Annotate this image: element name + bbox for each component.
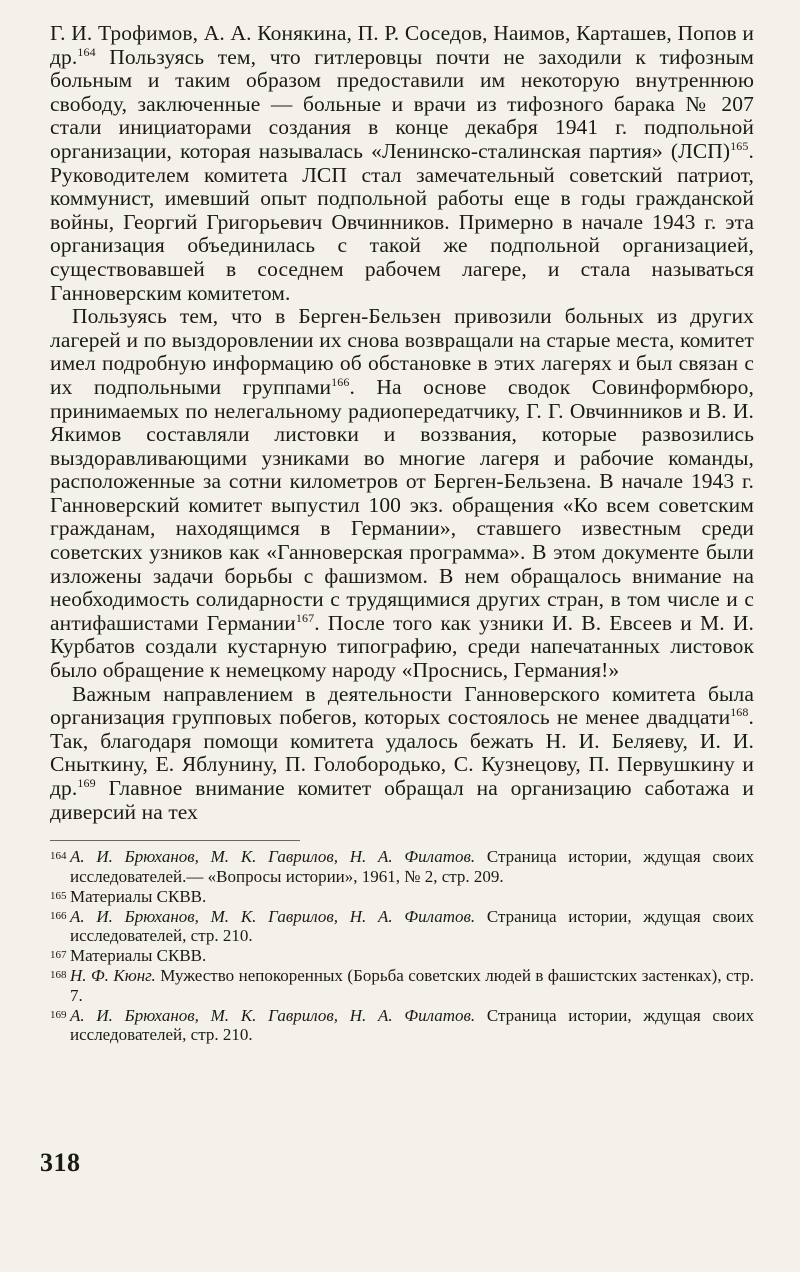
footnote-number: 167 (50, 949, 67, 962)
text-run: Пользуясь тем, что в Берген-Бельзен привозили больных из других лагерей и по выздоровлении их снова возвращали на старые места, комитет имел подробную информацию об обстановке в этих лагерях и был связан с их подпольными группами (50, 304, 754, 399)
footnote-text: Страница истории, ждущая своих исследователей, стр. 210. (70, 1005, 754, 1045)
footnote-number: 164 (50, 850, 67, 863)
text-run: Пользуясь тем, что гитлеровцы почти не заходили к тифозным больным и таким образом предоставили им некоторую внутреннюю свободу, заключенные — больные и врачи из тифозного барака № 207 стали инициаторами создания в конце декабря 1941 г. подпольной организации, которая называлась «Ленинско-сталинская партия» (ЛСП) (50, 44, 754, 163)
footnote-text: Страница истории, ждущая своих исследователей.— «Вопросы истории», 1961, № 2, стр. 209. (70, 847, 754, 886)
footnote (50, 887, 754, 907)
paragraph-2 (50, 305, 754, 683)
footnote-divider (50, 840, 300, 841)
footnote-number: 166 (50, 909, 67, 922)
footnote-authors: А. И. Брюханов, М. К. Гаврилов, Н. А. Филатов. (70, 906, 476, 926)
footnote (50, 907, 754, 947)
footnote-ref-168: 168 (730, 705, 749, 720)
footnote-text: Страница истории, ждущая своих исследователей, стр. 210. (70, 906, 754, 946)
footnote-authors: А. И. Брюханов, М. К. Гаврилов, Н. А. Филатов. (70, 847, 476, 867)
footnote-text: Мужество непокоренных (Борьба советских людей в фашистских застенках), стр. 7. (70, 965, 754, 1005)
footnote-authors: Н. Ф. Кюнг. (70, 965, 156, 985)
text-run: . После того как узники И. В. Евсеев и М. И. Курбатов создали кустарную типографию, среди напечатанных листовок было обращение к немецкому народу «Проснись, Германия!» (50, 610, 754, 683)
footnote-authors: А. И. Брюханов, М. К. Гаврилов, Н. А. Филатов. (70, 1005, 476, 1025)
paragraph-3 (50, 683, 754, 825)
footnote-ref-167: 167 (295, 610, 315, 625)
text-run: . Руководителем комитета ЛСП стал замечательный советский патриот, коммунист, имевший опыт подпольной работы еще в годы гражданской войны, Георгий Григорьевич Овчинников. Примерно в начале 1943 г. эта организация объединилась с такой же подпольной организацией, существовавшей в соседнем рабочем лагере, и стала называться Ганноверским комитетом. (50, 138, 754, 305)
footnote-text: Материалы СКВВ. (70, 946, 207, 966)
footnote (50, 847, 754, 887)
page-number: 318 (40, 1148, 81, 1177)
footnote-ref-165: 165 (730, 138, 749, 153)
footnote (50, 1006, 754, 1046)
text-run: . Так, благодаря помощи комитета удалось бежать Н. И. Беляеву, И. И. Сныткину, Е. Яблунину, П. Голобородько, С. Кузнецову, П. Первушкину и др. (50, 705, 754, 800)
footnote-number: 169 (50, 1008, 67, 1021)
footnotes (50, 847, 754, 1045)
body-text (50, 22, 754, 824)
text-run: Важным направлением в деятельности Ганноверского комитета была организация групповых побегов, которых состоялось не менее двадцати (50, 681, 754, 730)
footnote-ref-169: 169 (77, 775, 96, 790)
footnote-ref-166: 166 (331, 374, 350, 389)
footnote-ref-164: 164 (77, 44, 96, 59)
paragraph-1 (50, 22, 754, 305)
footnote-text: Материалы СКВВ. (70, 886, 207, 906)
text-run: Г. И. Трофимов, А. А. Конякина, П. Р. Соседов, Наимов, Карташев, Попов и др. (50, 21, 754, 69)
footnote (50, 966, 754, 1006)
text-run: . На основе сводок Совинформбюро, принимаемых по нелегальному радиопередатчику, Г. Г. Овчинников и В. И. Якимов составляли листовки и воззвания, которые развозились выздоравливающими узниками во многие лагеря и рабочие команды, расположенные за сотни километров от Берген-Бельзена. В начале 1943 г. Ганноверский комитет выпустил 100 экз. обращения «Ко всем советским гражданам, находящимся в Германии», ставшего известным среди советских узников как «Ганноверская программа». В этом документе были изложены задачи борьбы с фашизмом. В нем обращалось внимание на необходимость солидарности с трудящимися других стран, в том числе и с антифашистами Германии (50, 374, 754, 635)
footnote (50, 946, 754, 966)
text-run: Главное внимание комитет обращал на организацию саботажа и диверсий на тех (50, 776, 754, 824)
footnote-number: 165 (50, 889, 67, 902)
footnote-number: 168 (50, 968, 67, 981)
